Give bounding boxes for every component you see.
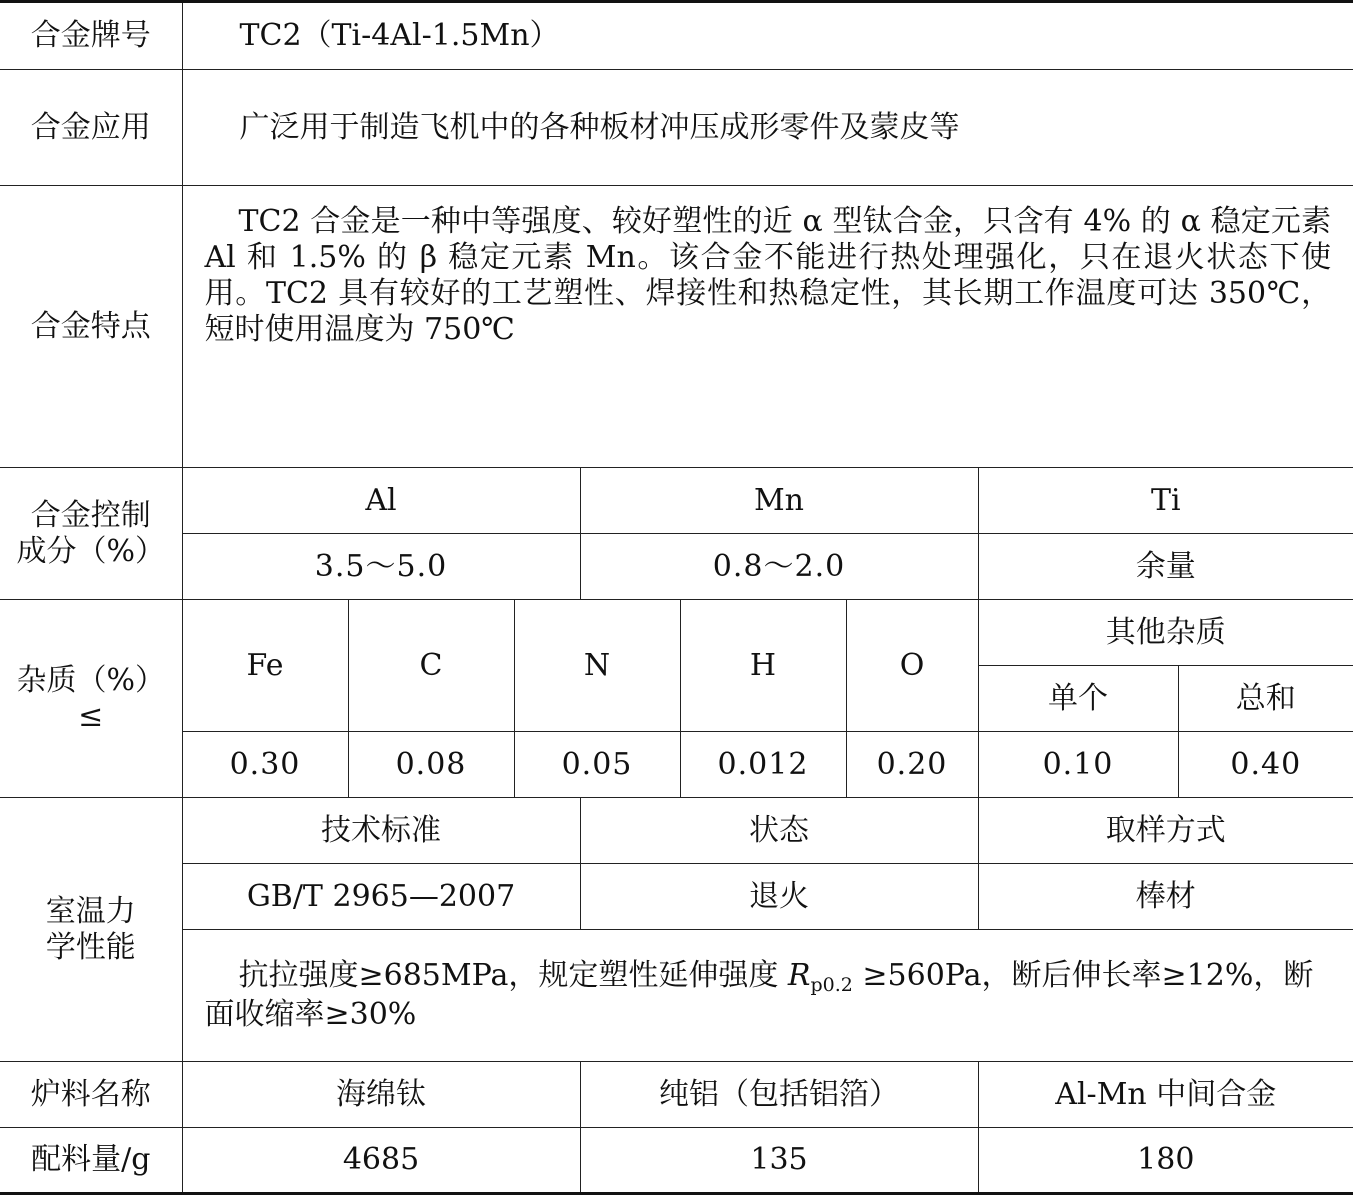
impurity-element-fe: Fe — [182, 600, 348, 732]
charge-amount-pure-al: 135 — [580, 1128, 978, 1194]
impurity-element-h: H — [680, 600, 846, 732]
charge-amount-label: 配料量/g — [0, 1128, 182, 1194]
impurity-other-header: 其他杂质 — [978, 600, 1353, 666]
features-label: 合金特点 — [0, 186, 182, 468]
composition-value-mn: 0.8～2.0 — [580, 534, 978, 600]
impurity-value-c: 0.08 — [348, 732, 514, 798]
composition-label-line2: 成分（%） — [16, 533, 165, 569]
composition-element-row — [0, 468, 1353, 534]
composition-value-al: 3.5～5.0 — [182, 534, 580, 600]
impurity-value-n: 0.05 — [514, 732, 680, 798]
designation-label: 合金牌号 — [0, 2, 182, 70]
mechanical-label-line1: 室温力 — [45, 893, 136, 929]
charge-material-pure-al: 纯铝（包括铝箔） — [580, 1062, 978, 1128]
mechanical-header-sampling: 取样方式 — [978, 798, 1353, 864]
impurity-value-single: 0.10 — [978, 732, 1178, 798]
mechanical-value-sampling: 棒材 — [978, 864, 1353, 930]
charge-name-row — [0, 1062, 1353, 1128]
mechanical-header-standard: 技术标准 — [182, 798, 580, 864]
composition-value-row — [0, 534, 1353, 600]
impurity-value-h: 0.012 — [680, 732, 846, 798]
mechanical-header-state: 状态 — [580, 798, 978, 864]
application-value: 广泛用于制造飞机中的各种板材冲压成形零件及蒙皮等 — [182, 70, 1353, 186]
mechanical-value-standard: GB/T 2965—2007 — [182, 864, 580, 930]
charge-material-al-mn: Al-Mn 中间合金 — [978, 1062, 1353, 1128]
impurity-label-line1: 杂质（%） — [16, 662, 165, 698]
charge-amount-al-mn: 180 — [978, 1128, 1353, 1194]
designation-value: TC2（Ti-4Al-1.5Mn） — [182, 2, 1353, 70]
mechanical-symbol: R — [787, 958, 811, 994]
application-row — [0, 70, 1353, 186]
application-label: 合金应用 — [0, 70, 182, 186]
mechanical-value-state: 退火 — [580, 864, 978, 930]
charge-amount-row — [0, 1128, 1353, 1194]
composition-label — [0, 468, 182, 600]
composition-element-al: Al — [182, 468, 580, 534]
mechanical-header-row — [0, 798, 1353, 864]
impurity-value-row — [0, 732, 1353, 798]
features-row — [0, 186, 1353, 468]
mechanical-text-row — [0, 930, 1353, 1062]
impurity-element-c: C — [348, 600, 514, 732]
mechanical-text-a: 抗拉强度≥685MPa，规定塑性延伸强度 — [238, 958, 788, 994]
impurity-label-line2: ≤ — [78, 698, 104, 734]
impurity-element-n: N — [514, 600, 680, 732]
impurity-other-single: 单个 — [978, 666, 1178, 732]
impurity-label — [0, 600, 182, 798]
charge-name-label: 炉料名称 — [0, 1062, 182, 1128]
impurity-header-row — [0, 600, 1353, 666]
mechanical-label — [0, 798, 182, 1062]
mechanical-subscript: p0.2 — [810, 974, 853, 997]
impurity-value-total: 0.40 — [1178, 732, 1353, 798]
charge-material-sponge-ti: 海绵钛 — [182, 1062, 580, 1128]
composition-element-mn: Mn — [580, 468, 978, 534]
features-text: TC2 合金是一种中等强度、较好塑性的近 α 型钛合金，只含有 4% 的 α 稳定元素 Al 和 1.5% 的 β 稳定元素 Mn。该合金不能进行热处理强化，只在退火状态下使用。TC2 具有较好的工艺塑性、焊接性和热稳定性，其长期工作温度可达 350℃，短时使用温度为 750℃ — [182, 186, 1353, 468]
impurity-other-total: 总和 — [1178, 666, 1353, 732]
charge-amount-sponge-ti: 4685 — [182, 1128, 580, 1194]
composition-element-ti: Ti — [978, 468, 1353, 534]
composition-value-ti: 余量 — [978, 534, 1353, 600]
mechanical-value-row — [0, 864, 1353, 930]
mechanical-text-b: ≥560Pa，断后伸长率≥12%，断面收缩率≥30% — [204, 958, 1314, 1032]
mechanical-label-line2: 学性能 — [45, 929, 136, 965]
impurity-value-o: 0.20 — [846, 732, 978, 798]
designation-row — [0, 2, 1353, 70]
impurity-element-o: O — [846, 600, 978, 732]
composition-label-line1: 合金控制 — [30, 497, 151, 533]
mechanical-properties-text — [182, 930, 1353, 1062]
impurity-value-fe: 0.30 — [182, 732, 348, 798]
